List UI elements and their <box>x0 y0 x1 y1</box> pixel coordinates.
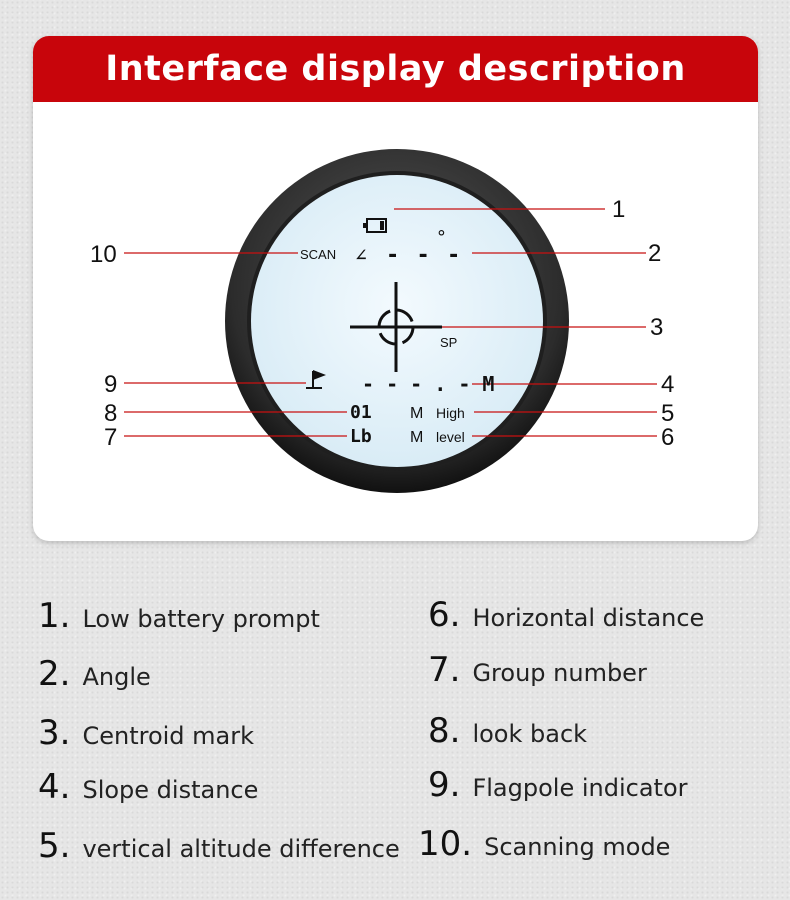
lb-digits: Lb <box>350 426 372 447</box>
legend-item <box>38 767 258 807</box>
sp-label: SP <box>440 335 458 350</box>
high-label: High <box>436 405 465 421</box>
legend-item <box>418 824 670 864</box>
legend-text: vertical altitude difference <box>82 835 400 863</box>
legend-text: Centroid mark <box>82 722 255 750</box>
callout-8: 8 <box>104 400 118 427</box>
legend-text: Horizontal distance <box>472 604 705 632</box>
group-digits: 01 <box>350 402 372 423</box>
legend-item <box>38 713 254 753</box>
legend-text: look back <box>472 720 588 748</box>
level-unit: M <box>410 429 424 446</box>
callout-6: 6 <box>661 424 675 451</box>
angle-symbol: ∠ <box>355 243 368 267</box>
legend-item <box>38 826 400 866</box>
legend-text: Group number <box>472 659 647 687</box>
legend-number: 2. <box>38 654 71 694</box>
legend-number: 1. <box>38 596 71 636</box>
legend-text: Slope distance <box>82 776 259 804</box>
legend-item <box>38 654 151 694</box>
page-title: Interface display description <box>33 36 758 102</box>
legend-item <box>428 595 704 635</box>
legend-number: 10. <box>418 824 473 864</box>
angle-dashes: - - - <box>386 243 463 268</box>
legend-text: Flagpole indicator <box>472 774 688 802</box>
legend-item <box>38 596 320 636</box>
legend-number: 3. <box>38 713 71 753</box>
level-label: level <box>436 429 465 445</box>
legend-text: Angle <box>82 663 151 691</box>
degree-symbol: ° <box>436 227 447 248</box>
callout-10: 10 <box>90 241 117 268</box>
legend-text: Low battery prompt <box>82 605 320 633</box>
scan-label: SCAN <box>300 247 337 262</box>
legend-number: 6. <box>428 595 461 635</box>
legend-number: 5. <box>38 826 71 866</box>
callout-1: 1 <box>612 196 626 223</box>
callout-4: 4 <box>661 371 675 398</box>
callout-9: 9 <box>104 371 118 398</box>
slope-reading: - - - . - M <box>362 372 495 396</box>
legend-item <box>428 711 587 751</box>
callout-2: 2 <box>648 240 662 267</box>
legend-item <box>428 765 688 805</box>
legend-text: Scanning mode <box>484 833 671 861</box>
callout-3: 3 <box>650 314 664 341</box>
legend-number: 7. <box>428 650 461 690</box>
legend-number: 9. <box>428 765 461 805</box>
high-unit: M <box>410 405 424 422</box>
legend-number: 8. <box>428 711 461 751</box>
legend-item <box>428 650 647 690</box>
callout-5: 5 <box>661 400 675 427</box>
callout-7: 7 <box>104 424 118 451</box>
legend <box>0 590 790 890</box>
legend-number: 4. <box>38 767 71 807</box>
